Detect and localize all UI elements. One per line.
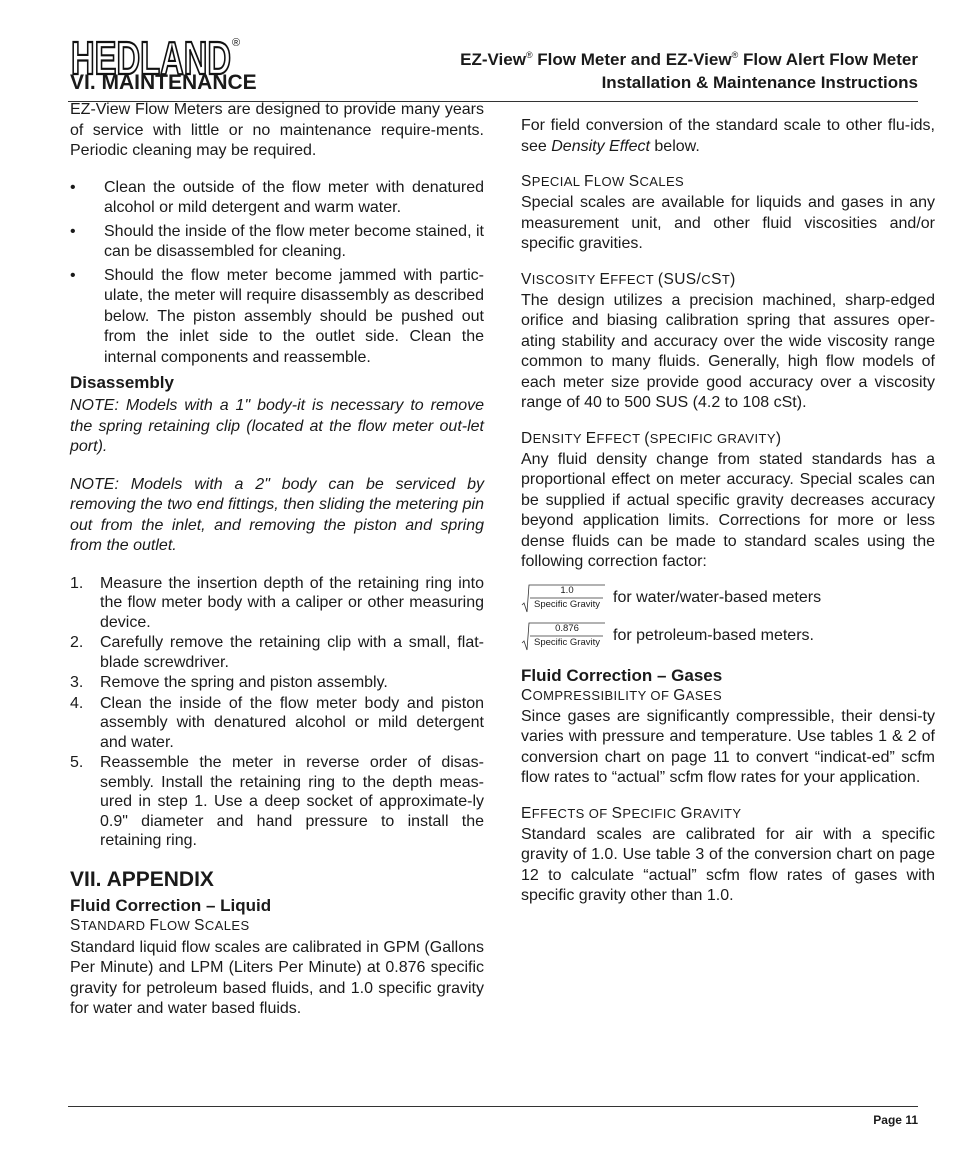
effects-specific-gravity-text: Standard scales are calibrated for air with a specific gravity of 1.0. Use table 3 of the conversion chart on page 12 to calculate “actual” scfm flow rates of gases with specific gravity other than 1.0. — [521, 825, 935, 904]
disassembly-steps — [70, 574, 484, 851]
liquid-correction-heading: Fluid Correction – Liquid — [70, 895, 272, 915]
fraction-denominator: Specific Gravity — [534, 598, 600, 610]
sqrt-fraction — [521, 622, 605, 652]
fraction-numerator: 0.876 — [555, 622, 579, 634]
list-item: 1. Measure the insertion depth of the retaining ring into the flow meter body with a caliper or other measuring device. — [70, 574, 484, 631]
right-column — [521, 116, 935, 907]
effects-specific-gravity-heading: EFFECTS OF SPECIFIC GRAVITY — [521, 804, 742, 822]
fraction-numerator: 1.0 — [560, 584, 574, 596]
maintenance-intro: EZ-View Flow Meters are designed to provide many years of service with little or no maintenance require-ments. Periodic cleaning may be required. — [70, 101, 484, 159]
list-item: • Clean the outside of the flow meter with denatured alcohol or mild detergent and warm water. — [70, 178, 484, 216]
density-effect-heading: DENSITY EFFECT (SPECIFIC GRAVITY) — [521, 429, 782, 447]
list-item: 5. Reassemble the meter in reverse order of disas-sembly. Install the retaining ring to the depth meas-ured in step 1. Use a deep socket of approximate-ly 0.9" diameter and hand pressure to install the retaining ring. — [70, 754, 484, 849]
formula-label: for petroleum-based meters. — [613, 627, 814, 645]
gases-correction-heading: Fluid Correction – Gases — [521, 665, 723, 685]
bullet-marker: • — [70, 222, 76, 240]
title-line-1: EZ-View® Flow Meter and EZ-View® Flow Alert Flow Meter — [460, 50, 918, 69]
footer-divider — [68, 1106, 918, 1107]
appendix-heading: VII. APPENDIX — [70, 867, 214, 891]
maintenance-bullet-list — [70, 178, 484, 369]
correction-formula-water — [521, 584, 935, 614]
maintenance-heading: VI. MAINTENANCE — [70, 71, 257, 94]
field-conversion-text: For field conversion of the standard scale to other flu-ids, see Density Effect below. — [521, 117, 935, 155]
page-number: Page 11 — [873, 1113, 918, 1127]
compressibility-text: Since gases are significantly compressible, their densi-ty varies with pressure and temperature. Use tables 1 & 2 of conversion chart on page 11 to convert “indicat-ed” scfm flow rates to “actual” scfm flow rates for your application. — [521, 707, 935, 786]
sqrt-fraction — [521, 584, 605, 614]
left-column — [70, 100, 484, 1020]
viscosity-effect-text: The design utilizes a precision machined, sharp-edged orifice and biasing calibration spring that assures oper-ating stability and accuracy over the wide viscosity range common to many fluids. Generally, high flow models of each meter size provide good accuracy over a viscosity range of 40 to 500 SUS (4.2 to 108 cSt). — [521, 291, 935, 411]
fraction-denominator: Specific Gravity — [534, 636, 600, 648]
formula-label: for water/water-based meters — [613, 589, 822, 607]
density-effect-text: Any fluid density change from stated standards has a proportional effect on meter accuracy. Special scales can be supplied if actual specific gravity decreases accuracy beyond application limits. Corrections for more or less dense fluids can be made to standard scales using the following correction factor: — [521, 450, 935, 570]
document-title — [358, 44, 918, 94]
viscosity-effect-heading: VISCOSITY EFFECT (SUS/CST) — [521, 270, 736, 288]
title-line-2: Installation & Maintenance Instructions — [601, 73, 918, 92]
special-flow-scales-heading: SPECIAL FLOW SCALES — [521, 173, 685, 190]
logo-lettering: HEDLAND — [71, 34, 231, 78]
standard-flow-scales-heading: STANDARD FLOW SCALES — [70, 916, 250, 934]
list-item: 3. Remove the spring and piston assembly. — [70, 674, 388, 691]
compressibility-heading: COMPRESSIBILITY OF GASES — [521, 686, 723, 704]
list-item: • Should the flow meter become jammed with partic-ulate, the meter will require disassembly as described below. The piston assembly should be pushed out from the inlet side to the outlet side. Clean the internal components and reassemble. — [70, 266, 484, 366]
bullet-marker: • — [70, 266, 76, 284]
logo-registered-mark: ® — [232, 37, 241, 49]
bullet-marker: • — [70, 178, 76, 196]
list-item: • Should the inside of the flow meter become stained, it can be disassembled for cleaning. — [70, 222, 484, 260]
disassembly-note-1: NOTE: Models with a 1" body-it is necessary to remove the spring retaining clip (located at the flow meter out-let port). — [70, 397, 484, 455]
list-item: 2. Carefully remove the retaining clip with a small, flat-blade screwdriver. — [70, 634, 484, 671]
standard-flow-scales-text: Standard liquid flow scales are calibrated in GPM (Gallons Per Minute) and LPM (Liters Per Minute) at 0.876 specific gravity for petroleum based fluids, and 1.0 specific gravity for water and water based fluids. — [70, 938, 484, 1017]
list-item: 4. Clean the inside of the flow meter body and piston assembly with denatured alcohol or mild detergent and water. — [70, 694, 484, 751]
special-flow-scales-text: Special scales are available for liquids and gases in any measurement unit, and other fluid viscosities and/or specific gravities. — [521, 194, 935, 252]
disassembly-note-2: NOTE: Models with a 2" body can be serviced by removing the two end fittings, then sliding the metering pin out from the inlet, and removing the piston and spring from the outlet. — [70, 475, 484, 554]
correction-formula-petroleum — [521, 622, 935, 652]
disassembly-heading: Disassembly — [70, 373, 174, 392]
